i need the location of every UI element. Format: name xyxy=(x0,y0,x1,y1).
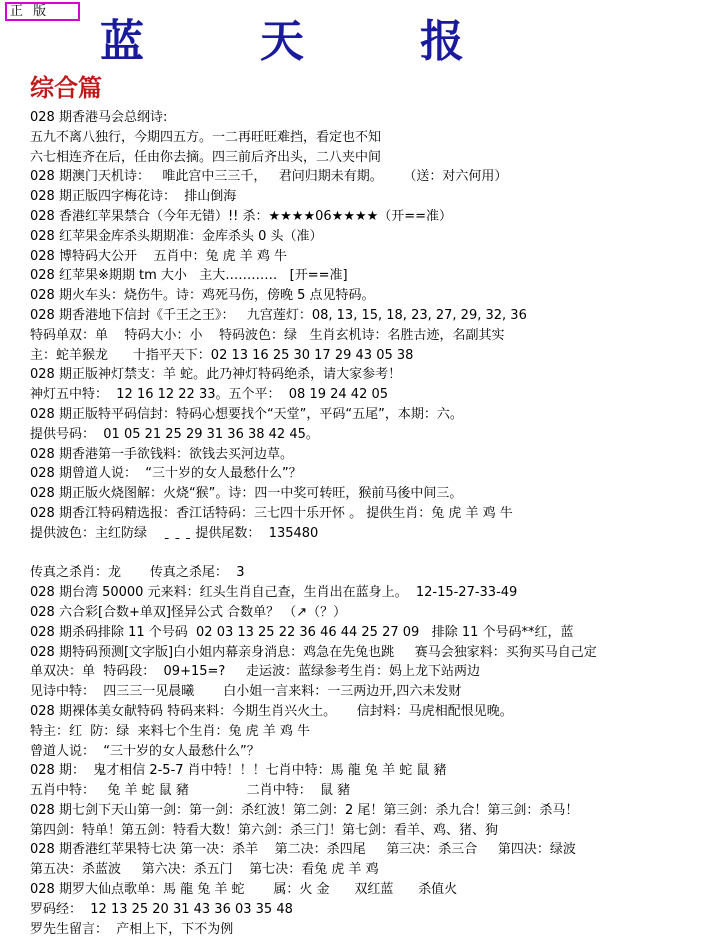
text-line: 028 红苹果金库杀头期期准：金库杀头 0 头（准） xyxy=(30,228,323,244)
text-line: 028 香港红苹果禁合（今年无错）!! 杀：★★★★06★★★★（开==准） xyxy=(30,208,453,224)
text-line: 028 六合彩[合数+单双]怪异公式 合数单？ （↗（？） xyxy=(30,604,347,620)
masthead-char-2: 天 xyxy=(260,16,304,67)
text-line xyxy=(30,544,702,564)
text-line: 028 期罗大仙点歌单：馬 龍 兔 羊 蛇 属：火 金 双红蓝 杀值火 xyxy=(30,882,458,898)
text-line: 028 期澳门天机诗： 唯此宫中三三千， 君问归期未有期。 （送：对六何用） xyxy=(30,169,508,185)
text-line: 028 期七剑下天山第一剑：第一剑：杀红波！第二剑：2 尾！第三剑：杀九合！第三剑：杀马！ xyxy=(30,802,579,818)
text-line: 五九不离八独行，今期四五方。一二再旺旺难挡，看定也不知 xyxy=(30,129,382,145)
text-line: 028 期香港第一手欲钱料：欲钱去买河边草。 xyxy=(30,446,293,462)
masthead-char-3: 报 xyxy=(420,16,464,67)
text-line: 028 期香港马会总纲诗: xyxy=(30,110,168,125)
text-line: 028 期正版四字梅花诗： 排山倒海 xyxy=(30,189,237,205)
version-badge: 正 版 xyxy=(5,2,80,21)
text-line: 见诗中特： 四三三一见晨曦 白小姐一言来料：一三两边开,四六未发财 xyxy=(30,684,462,700)
text-line: 028 期香江特码精选报：香江话特码：三七四十乐开怀 。 提供生肖：兔 虎 羊 鸡 牛 xyxy=(30,505,513,521)
text-line: 五肖中特： 兔 羊 蛇 鼠 豬 二肖中特： 鼠 豬 xyxy=(30,783,351,799)
text-line: 曾道人说： “三十岁的女人最愁什么”？ xyxy=(30,743,260,759)
text-line: 028 期特码预测[文字版]白小姐内幕亲身消息：鸡急在先兔也跳 赛马会独家料：买狗买马自己定 xyxy=(30,644,597,660)
text-line: 028 期火车头：烧伤牛。诗：鸡死马伤，傍晚 5 点见特码。 xyxy=(30,288,375,304)
text-line: 神灯五中特： 12 16 12 22 33。五个平： 08 19 24 42 05 xyxy=(30,387,389,403)
text-line: 六七相连齐在后，任由你去摘。四三前后齐出头，二八夹中间 xyxy=(30,149,382,165)
text-line: 单双决：单 特码段： 09+15=? 走运波：蓝绿参考生肖：妈上龙下站两边 xyxy=(30,664,480,680)
masthead-char-1: 蓝 xyxy=(100,16,144,67)
text-line: 罗先生留言： 产相上下，下不为例 xyxy=(30,921,234,937)
text-line: 特码单双：单 特码大小：小 特码波色：绿 生肖玄机诗：名胜古迹，名副其实 xyxy=(30,327,505,343)
text-line: 028 红苹果※期期 tm 大小 主大………… [开==准] xyxy=(30,268,348,284)
text-line: 提供号码： 01 05 21 25 29 31 36 38 42 45。 xyxy=(30,426,319,442)
text-line: 028 期香港地下信封《千王之王》： 九宫莲灯：08, 13, 15, 18, 23, 27, 29, 32, 36 xyxy=(30,307,527,323)
text-line: 028 期台湾 50000 元来料：红头生肖自己查，生肖出在蓝身上。 12-15-27-33-49 xyxy=(30,585,518,601)
text-line: 028 期正版神灯禁支：羊 蛇。此乃神灯特码绝杀，请大家参考！ xyxy=(30,367,402,383)
text-line: 028 期曾道人说： “三十岁的女人最愁什么”？ xyxy=(30,466,302,482)
section-title: 综合篇 xyxy=(30,73,102,102)
text-line: 第五决：杀蓝波 第六决：杀五门 第七决：看兔 虎 羊 鸡 xyxy=(30,862,379,878)
text-line: 028 期正版火烧图解：火烧“猴”。诗：四一中奖可转旺，猴前马後中间三。 xyxy=(30,486,463,502)
text-line: 028 期香港红苹果特七决 第一决：杀羊 第二决：杀四尾 第三决：杀三合 第四决：绿波 xyxy=(30,842,576,858)
text-line: 028 期裸体美女献特码 特码来料：今期生肖兴火土。 信封料：马虎相配恨见晚。 xyxy=(30,703,513,719)
text-line: 传真之杀肖：龙 传真之杀尾： 3 xyxy=(30,565,245,581)
article-body xyxy=(30,108,702,939)
text-line: 提供波色：主红防绿 ˍ ˍ ˍ 提供尾数： 135480 xyxy=(30,525,319,541)
text-line: 第四剑：特单！第五剑：特看大数！第六剑：杀三门！第七剑：看羊、鸡、猪、狗 xyxy=(30,822,499,838)
text-line: 028 期正版特平码信封：特码心想要找个“天堂”，平码“五尾”，本期：六。 xyxy=(30,406,463,422)
text-line: 028 期： 鬼才相信 2-5-7 肖中特！！！七肖中特：馬 龍 兔 羊 蛇 鼠 豬 xyxy=(30,763,447,779)
text-line: 028 博特码大公开 五肖中：兔 虎 羊 鸡 牛 xyxy=(30,248,288,264)
text-line: 罗码经： 12 13 25 20 31 43 36 03 35 48 xyxy=(30,901,293,917)
text-line: 主：蛇羊猴龙 十指平天下：02 13 16 25 30 17 29 43 05 38 xyxy=(30,347,414,363)
text-line: 028 期杀码排除 11 个号码 02 03 13 25 22 36 46 44 25 27 09 排除 11 个号码**红，蓝 xyxy=(30,624,574,640)
text-line: 特主：红 防：绿 来料七个生肖：兔 虎 羊 鸡 牛 xyxy=(30,723,311,739)
